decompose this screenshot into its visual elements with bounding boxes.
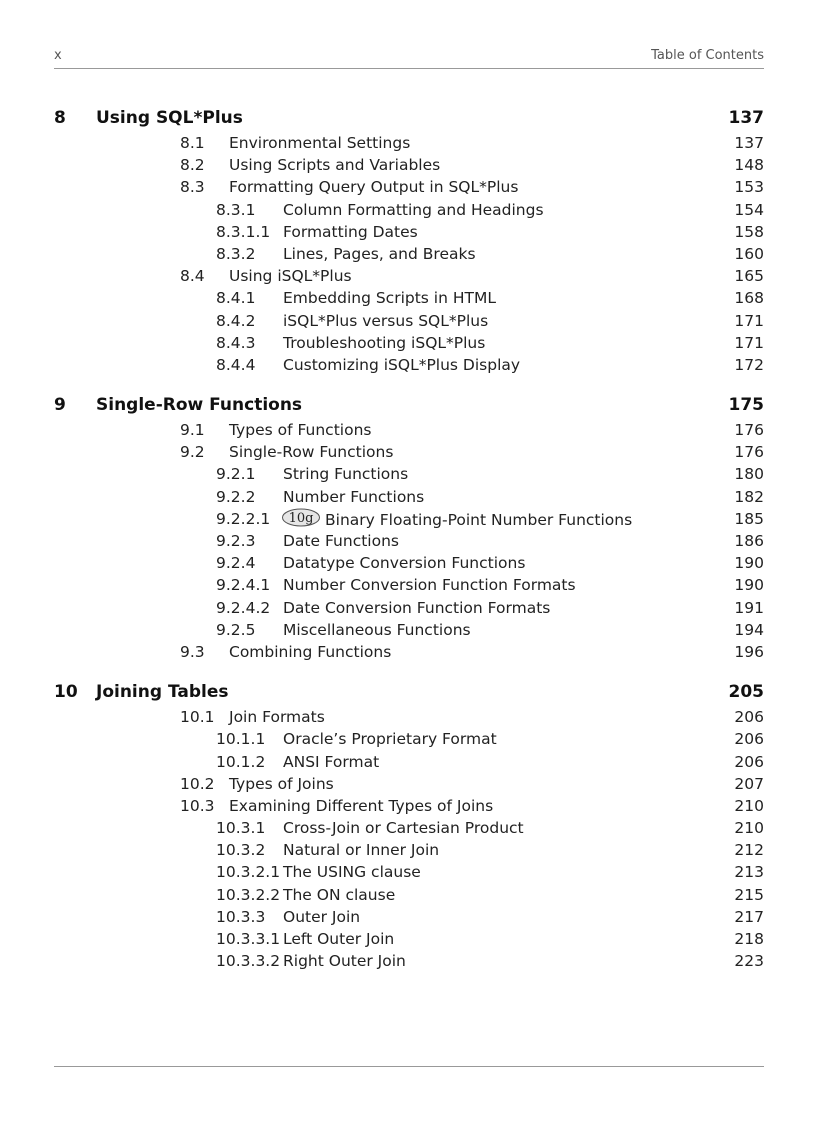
entry-page: 171 xyxy=(734,333,764,352)
entry-title: Column Formatting and Headings xyxy=(283,200,544,219)
entry-page: 217 xyxy=(734,907,764,926)
toc-entry[interactable] xyxy=(0,597,816,619)
toc-entry[interactable] xyxy=(0,817,816,839)
entry-page: 194 xyxy=(734,620,764,639)
entry-page: 176 xyxy=(734,443,764,462)
entry-page: 215 xyxy=(734,885,764,904)
entry-number: 10.1 xyxy=(180,708,215,727)
toc-entry[interactable] xyxy=(0,751,816,773)
entry-page: 190 xyxy=(734,554,764,573)
toc-entry[interactable] xyxy=(0,221,816,243)
toc-entry[interactable] xyxy=(0,154,816,176)
entry-title: Embedding Scripts in HTML xyxy=(283,289,496,308)
toc-entry[interactable] xyxy=(0,132,816,154)
entry-title: iSQL*Plus versus SQL*Plus xyxy=(283,311,489,330)
entry-number: 10.3 xyxy=(180,796,215,815)
toc-entry[interactable] xyxy=(0,310,816,332)
entry-title: Using Scripts and Variables xyxy=(229,156,441,175)
entry-page: 210 xyxy=(734,796,764,815)
entry-title: The ON clause xyxy=(283,885,396,904)
entry-number: 9.2.4 xyxy=(216,554,256,573)
entry-number: 8.4.1 xyxy=(216,289,256,308)
toc-entry[interactable] xyxy=(0,332,816,354)
version-badge-label: 10g xyxy=(288,510,314,526)
entry-number: 10.1.1 xyxy=(216,730,266,749)
entry-title: Join Formats xyxy=(229,708,325,727)
entry-title: Date Conversion Function Formats xyxy=(283,598,551,617)
chapter-number: 10 xyxy=(54,682,78,703)
chapter-page: 205 xyxy=(728,682,764,703)
entry-number: 10.1.2 xyxy=(216,752,266,771)
entry-number: 9.2.5 xyxy=(216,620,256,639)
entry-page: 158 xyxy=(734,222,764,241)
entry-title: Lines, Pages, and Breaks xyxy=(283,244,476,263)
chapter-heading[interactable] xyxy=(0,106,816,132)
entry-number: 10.3.3.1 xyxy=(216,930,281,948)
entry-page: 206 xyxy=(734,708,764,727)
entry-number: 8.3.1 xyxy=(216,200,256,219)
entry-page: 154 xyxy=(734,200,764,219)
entry-title: Number Conversion Function Formats xyxy=(283,576,576,595)
entry-title: Binary Floating-Point Number Functions xyxy=(325,510,633,529)
entry-title: Using iSQL*Plus xyxy=(229,267,352,286)
entry-page: 223 xyxy=(734,952,764,971)
entry-number: 10.3.1 xyxy=(216,819,266,838)
entry-title-wrap xyxy=(229,773,334,795)
toc-entry[interactable] xyxy=(0,265,816,287)
entry-number: 9.2.4.1 xyxy=(216,576,271,595)
entry-number: 8.3.1.1 xyxy=(216,222,271,241)
entry-number: 10.3.3.2 xyxy=(216,952,281,971)
entry-number: 8.1 xyxy=(180,134,205,152)
entry-title-wrap xyxy=(229,795,493,817)
entry-page: 153 xyxy=(734,178,764,197)
entry-page: 172 xyxy=(734,355,764,374)
entry-number: 9.3 xyxy=(180,642,205,661)
entry-title: Environmental Settings xyxy=(229,134,411,152)
toc-entry[interactable] xyxy=(0,950,816,972)
entry-page: 137 xyxy=(734,134,764,152)
chapter-title: Joining Tables xyxy=(96,682,229,703)
entry-title-wrap xyxy=(283,508,632,531)
footer-rule xyxy=(54,1066,764,1067)
toc-entry[interactable] xyxy=(0,287,816,309)
entry-number: 9.2.2 xyxy=(216,487,256,506)
entry-title-wrap xyxy=(229,641,391,663)
entry-title: Combining Functions xyxy=(229,642,392,661)
entry-title-wrap xyxy=(283,221,418,243)
toc-entry[interactable] xyxy=(0,354,816,376)
chapter-title: Single-Row Functions xyxy=(96,395,303,416)
entry-title-wrap xyxy=(283,243,476,265)
version-10g-icon xyxy=(281,508,321,527)
entry-title: Miscellaneous Functions xyxy=(283,620,471,639)
toc-list xyxy=(0,106,816,989)
chapter-number: 9 xyxy=(54,395,66,416)
entry-title: Datatype Conversion Functions xyxy=(283,554,526,573)
entry-page: 213 xyxy=(734,863,764,882)
entry-title: Outer Join xyxy=(283,907,361,926)
entry-title: ANSI Format xyxy=(283,752,380,771)
entry-title: Oracle’s Proprietary Format xyxy=(283,730,497,749)
entry-page: 185 xyxy=(734,509,764,528)
entry-number: 8.3.2 xyxy=(216,244,256,263)
entry-number: 10.3.2.2 xyxy=(216,885,281,904)
entry-title-wrap xyxy=(283,728,497,750)
entry-page: 212 xyxy=(734,841,764,860)
entry-number: 8.4 xyxy=(180,267,205,286)
entry-title-wrap xyxy=(283,486,424,508)
entry-title-wrap xyxy=(283,530,399,552)
entry-title: Natural or Inner Join xyxy=(283,841,440,860)
chapter-page: 175 xyxy=(728,395,764,416)
entry-number: 8.4.2 xyxy=(216,311,256,330)
chapter-heading[interactable] xyxy=(0,680,816,706)
entry-number: 8.4.3 xyxy=(216,333,256,352)
entry-title-wrap xyxy=(283,354,520,376)
entry-number: 8.2 xyxy=(180,156,205,175)
entry-page: 218 xyxy=(734,930,764,948)
chapter-number: 8 xyxy=(54,108,66,128)
entry-page: 210 xyxy=(734,819,764,838)
entry-title-wrap xyxy=(229,176,518,198)
entry-page: 206 xyxy=(734,730,764,749)
entry-number: 10.3.2.1 xyxy=(216,863,281,882)
toc-entry[interactable] xyxy=(0,486,816,508)
toc-entry[interactable] xyxy=(0,773,816,795)
entry-page: 182 xyxy=(734,487,764,506)
entry-page: 206 xyxy=(734,752,764,771)
toc-entry[interactable] xyxy=(0,641,816,663)
entry-number: 9.2.3 xyxy=(216,532,256,550)
entry-number: 9.1 xyxy=(180,421,205,440)
entry-number: 9.2.1 xyxy=(216,465,256,484)
entry-title-wrap xyxy=(229,441,393,463)
entry-page: 207 xyxy=(734,774,764,793)
entry-title-wrap xyxy=(283,597,550,619)
toc-entry[interactable] xyxy=(0,795,816,817)
entry-number: 10.2 xyxy=(180,774,215,793)
entry-page: 168 xyxy=(734,289,764,308)
entry-number: 8.4.4 xyxy=(216,355,256,374)
entry-page: 190 xyxy=(734,576,764,595)
entry-number: 9.2.2.1 xyxy=(216,509,271,528)
entry-title: Date Functions xyxy=(283,532,399,550)
entry-page: 165 xyxy=(734,267,764,286)
toc-entry[interactable] xyxy=(0,619,816,641)
chapter-heading[interactable] xyxy=(0,393,816,419)
entry-title-wrap xyxy=(283,950,406,972)
toc-entry[interactable] xyxy=(0,176,816,198)
toc-entry[interactable] xyxy=(0,574,816,596)
entry-title: The USING clause xyxy=(283,863,421,882)
entry-title-wrap xyxy=(283,906,360,928)
entry-title: Right Outer Join xyxy=(283,952,406,971)
entry-title: Formatting Query Output in SQL*Plus xyxy=(229,178,519,197)
entry-page: 176 xyxy=(734,421,764,440)
entry-page: 180 xyxy=(734,465,764,484)
entry-title-wrap xyxy=(283,463,408,485)
entry-page: 186 xyxy=(734,532,764,550)
toc-entry[interactable] xyxy=(0,861,816,883)
chapter-page: 137 xyxy=(728,108,764,128)
entry-title-wrap xyxy=(283,287,496,309)
entry-title-wrap xyxy=(283,751,379,773)
chapter-title: Using SQL*Plus xyxy=(96,108,243,128)
entry-title-wrap xyxy=(229,265,352,287)
entry-title: Formatting Dates xyxy=(283,222,418,241)
entry-title: Single-Row Functions xyxy=(229,443,394,462)
entry-title-wrap xyxy=(283,619,471,641)
entry-page: 160 xyxy=(734,244,764,263)
entry-page: 148 xyxy=(734,156,764,175)
entry-title: Cross-Join or Cartesian Product xyxy=(283,819,524,838)
page-number: x xyxy=(54,48,62,63)
chapter-section xyxy=(0,680,816,972)
entry-title-wrap xyxy=(283,310,488,332)
entry-title: String Functions xyxy=(283,465,409,484)
entry-title: Customizing iSQL*Plus Display xyxy=(283,355,521,374)
entry-title: Examining Different Types of Joins xyxy=(229,796,494,815)
entry-title-wrap xyxy=(283,884,395,906)
toc-entry[interactable] xyxy=(0,463,816,485)
toc-entry[interactable] xyxy=(0,552,816,574)
entry-title: Number Functions xyxy=(283,487,425,506)
entry-title-wrap xyxy=(283,332,485,354)
entry-number: 10.3.3 xyxy=(216,907,266,926)
entry-title-wrap xyxy=(283,817,524,839)
entry-number: 9.2.4.2 xyxy=(216,598,271,617)
entry-number: 8.3 xyxy=(180,178,205,197)
entry-title-wrap xyxy=(229,706,325,728)
chapter-section xyxy=(0,393,816,663)
entry-title-wrap xyxy=(283,839,439,861)
entry-title-wrap xyxy=(283,552,525,574)
entry-title-wrap xyxy=(283,861,421,883)
chapter-section xyxy=(0,106,816,376)
toc-entry[interactable] xyxy=(0,728,816,750)
entry-number: 9.2 xyxy=(180,443,205,462)
running-header xyxy=(54,46,764,69)
toc-entry[interactable] xyxy=(0,419,816,441)
toc-entry[interactable] xyxy=(0,199,816,221)
entry-page: 191 xyxy=(734,598,764,617)
entry-title-wrap xyxy=(283,574,576,596)
toc-entry[interactable] xyxy=(0,508,816,530)
entry-title-wrap xyxy=(283,928,394,950)
running-title: Table of Contents xyxy=(651,48,764,63)
toc-entry[interactable] xyxy=(0,928,816,950)
entry-title: Types of Functions xyxy=(229,421,372,440)
toc-entry[interactable] xyxy=(0,530,816,552)
entry-title: Types of Joins xyxy=(229,774,334,793)
toc-entry[interactable] xyxy=(0,839,816,861)
entry-title-wrap xyxy=(229,132,410,154)
toc-entry[interactable] xyxy=(0,906,816,928)
entry-page: 196 xyxy=(734,642,764,661)
toc-entry[interactable] xyxy=(0,243,816,265)
toc-entry[interactable] xyxy=(0,706,816,728)
entry-title-wrap xyxy=(283,199,544,221)
toc-entry[interactable] xyxy=(0,884,816,906)
entry-title: Troubleshooting iSQL*Plus xyxy=(283,333,486,352)
entry-title: Left Outer Join xyxy=(283,930,395,948)
entry-title-wrap xyxy=(229,419,371,441)
entry-number: 10.3.2 xyxy=(216,841,266,860)
entry-page: 171 xyxy=(734,311,764,330)
toc-entry[interactable] xyxy=(0,441,816,463)
entry-title-wrap xyxy=(229,154,440,176)
